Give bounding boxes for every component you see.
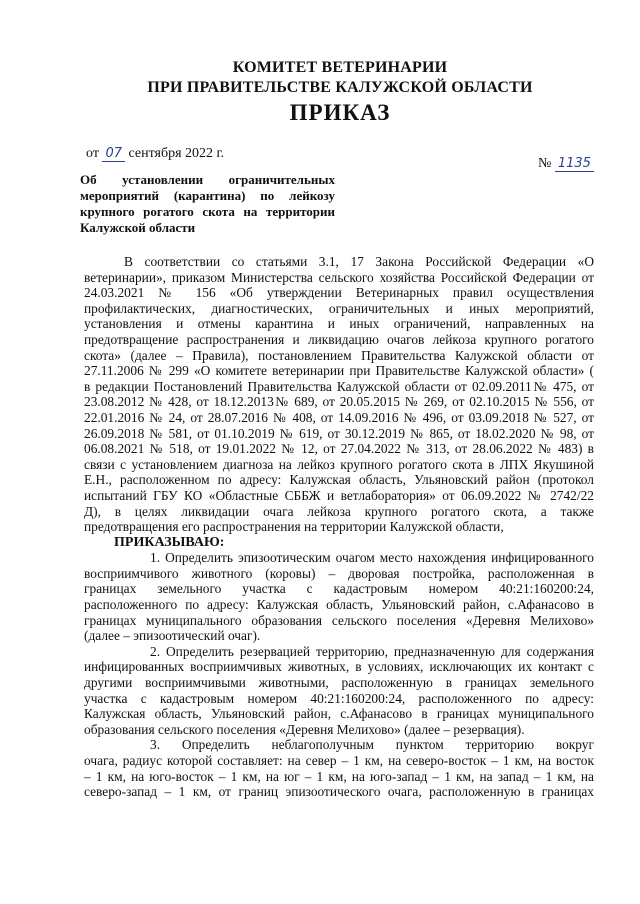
preamble-line: испытаний ГБУ КО «Областные СББЖ и ветлаборатория» от 06.09.2022 № 2742/22 bbox=[84, 487, 594, 503]
item2-line: другими восприимчивыми животными, расположенную в границах земельного bbox=[84, 675, 594, 691]
preamble-line: профилактических, диагностических, ограничительных и иных мероприятий, bbox=[84, 300, 594, 316]
preamble-line: Е.Н., расположенном по адресу: Калужская область, Ульяновский район (протокол bbox=[84, 472, 594, 488]
preamble-line: в редакции Постановлений Правительства Калужской области от 02.09.2011№ 475, от bbox=[84, 378, 594, 394]
item3-line: северо-запад – 1 км, от границ эпизоотического очага, расположенную в границах bbox=[84, 784, 594, 800]
subject-line: Калужской области bbox=[80, 220, 196, 235]
date-prefix: от bbox=[86, 146, 99, 161]
subject-line: Об установлении ограничительных bbox=[80, 172, 335, 187]
number-prefix: № bbox=[538, 156, 552, 171]
item1-line: (далее – эпизоотический очаг). bbox=[84, 628, 261, 644]
order-heading: ПРИКАЗЫВАЮ: bbox=[114, 534, 225, 550]
item1-line: границах земельного участка с кадастровым номером 40:21:160200:24, bbox=[84, 581, 594, 597]
item2-line: инфицированных восприимчивых животных, в условиях, исключающих их контакт с bbox=[84, 659, 594, 675]
subject-line: крупного рогатого скота на территории bbox=[80, 204, 335, 219]
preamble-line: 26.09.2018 № 581, от 01.10.2019 № 619, от 30.12.2019 № 865, от 18.02.2020 № 98, от bbox=[84, 425, 594, 441]
preamble-line: ветеринарии», приказом Министерства сельского хозяйства Российской Федерации от bbox=[84, 269, 594, 285]
document-body bbox=[84, 254, 594, 800]
date-month-year: сентября 2022 г. bbox=[128, 146, 225, 161]
organization-name-line2: ПРИ ПРАВИТЕЛЬСТВЕ КАЛУЖСКОЙ ОБЛАСТИ bbox=[147, 79, 533, 96]
preamble-line: установления и отмены карантина и иных ограничений, направленных на bbox=[84, 316, 594, 332]
preamble-line: предотвращения его распространения на территории Калужской области, bbox=[84, 519, 504, 535]
document-date bbox=[86, 146, 224, 162]
preamble-line: скота» (далее – Правила), постановлением Правительства Калужской области от bbox=[84, 347, 594, 363]
item1-line: восприимчивого животного (коровы) – дворовая постройка, расположенная в bbox=[84, 565, 594, 581]
preamble-line: 24.03.2021 № 156 «Об утверждении Ветеринарных правил осуществления bbox=[84, 285, 594, 301]
preamble-line: В соответствии со статьями 3.1, 17 Закона Российской Федерации «О bbox=[124, 254, 594, 269]
preamble-line: 06.08.2021 № 518, от 19.01.2022 № 12, от 27.04.2022 № 313, от 28.06.2022 № 483) в bbox=[84, 441, 594, 457]
preamble-line: предотвращение распространения и ликвидацию очагов лейкоза крупного рогатого bbox=[84, 331, 594, 347]
organization-name-line1: КОМИТЕТ ВЕТЕРИНАРИИ bbox=[232, 59, 448, 76]
item3-line: очага, радиус которой составляет: на север – 1 км, на северо-восток – 1 км, на восток bbox=[84, 753, 594, 768]
date-day-handwritten: 07 bbox=[102, 146, 125, 162]
item2-line: образования сельского поселения «Деревня Мелихово» (далее – резервация). bbox=[84, 721, 525, 737]
item2-line: 2. Определить резервацией территорию, предназначенную для содержания bbox=[150, 643, 594, 659]
document-title: ПРИКАЗ bbox=[289, 100, 391, 125]
preamble-line: Д), в целях ликвидации очага лейкоза крупного рогатого скота, а также bbox=[84, 503, 594, 519]
item2-line: участка с кадастровым номером 40:21:160200:24, расположенного по адресу: bbox=[84, 690, 594, 706]
preamble-line: связи с установлением диагноза на лейкоз крупного рогатого скота в ЛПХ Якушиной bbox=[84, 456, 594, 472]
item1-line: 1. Определить эпизоотическим очагом место нахождения инфицированного bbox=[150, 550, 594, 566]
item3-line: 3. Определить неблагополучным пунктом территорию вокруг bbox=[150, 737, 594, 753]
preamble-line: 22.01.2016 № 24, от 28.07.2016 № 408, от 14.09.2016 № 496, от 03.09.2018 № 527, от bbox=[84, 409, 594, 425]
subject-line: мероприятий (карантина) по лейкозу bbox=[80, 188, 335, 203]
preamble-line: 27.11.2006 № 299 «О комитете ветеринарии при Правительстве Калужской области» ( bbox=[84, 363, 594, 379]
document-number bbox=[538, 156, 594, 172]
item1-line: расположенного по адресу: Калужская область, Ульяновский район, с.Афанасово в bbox=[84, 597, 594, 613]
item2-line: Калужская область, Ульяновский район, с.Афанасово в границах муниципального bbox=[84, 706, 594, 722]
number-handwritten: 1135 bbox=[555, 156, 594, 172]
document-subject bbox=[80, 172, 335, 236]
preamble-line: 23.08.2012 № 428, от 18.12.2013№ 689, от 20.05.2015 № 269, от 02.10.2015 № 556, от bbox=[84, 394, 594, 410]
item1-line: границах муниципального образования сельского поселения «Деревня Мелихово» bbox=[84, 612, 594, 628]
item3-line: – 1 км, на юго-восток – 1 км, на юг – 1 км, на юго-запад – 1 км, на запад – 1 км, на bbox=[84, 768, 594, 784]
